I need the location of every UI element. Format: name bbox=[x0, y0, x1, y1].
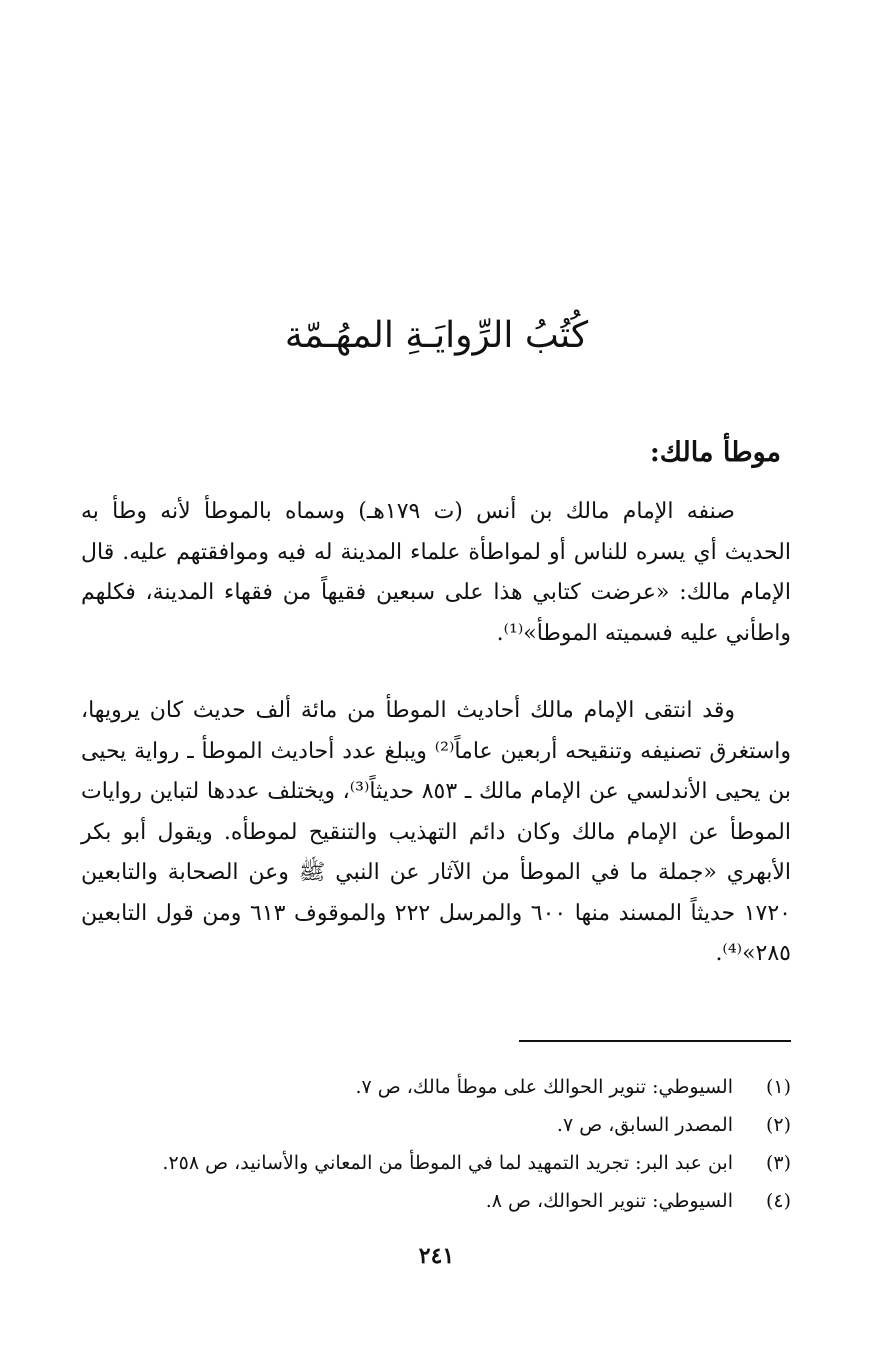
footnote-separator bbox=[519, 1040, 791, 1042]
footnote-number: (١) bbox=[765, 1076, 791, 1098]
footnote-number: (٣) bbox=[765, 1152, 791, 1174]
body-paragraph bbox=[81, 492, 791, 654]
footnote-item bbox=[81, 1068, 791, 1106]
chapter-title: كُتُبُ الرِّوايَـةِ المهُـمّة bbox=[284, 315, 589, 356]
section-heading: موطأ مالك: bbox=[649, 437, 781, 468]
footnote-text: ابن عبد البر: تجريد التمهيد لما في الموطأ من المعاني والأسانيد، ص ٢٥٨. bbox=[162, 1152, 733, 1174]
footnote-text: السيوطي: تنوير الحوالك، ص ٨. bbox=[485, 1190, 733, 1212]
footnote-text: السيوطي: تنوير الحوالك على موطأ مالك، ص ٧. bbox=[355, 1076, 733, 1098]
page-number: ٢٤١ bbox=[418, 1243, 455, 1269]
footnote-text: المصدر السابق، ص ٧. bbox=[556, 1114, 733, 1136]
footnote-item bbox=[81, 1106, 791, 1144]
paragraph-text: وقد انتقى الإمام مالك أحاديث الموطأ من مائة ألف حديث كان يرويها، واستغرق تصنيفه وتنقيحه أربعين عاماً⁽²⁾ ويبلغ عدد أحاديث الموطأ ـ رواية يحيى بن يحيى الأندلسي عن الإمام مالك ـ ٨٥٣ حديثاً⁽³⁾، ويختلف عددها لتباين روايات الموطأ عن الإمام مالك وكان دائم التهذيب والتنقيح لموطأه. ويقول أبو بكر الأبهري «جملة ما في الموطأ من الآثار عن النبي ﷺ وعن الصحابة والتابعين ١٧٢٠ حديثاً المسند منها ٦٠٠ والمرسل ٢٢٢ والموقوف ٦١٣ ومن قول التابعين ٢٨٥»⁽⁴⁾. bbox=[81, 698, 792, 966]
footnote-item bbox=[81, 1182, 791, 1220]
paragraph-text: صنفه الإمام مالك بن أنس (ت ١٧٩هـ) وسماه بالموطأ لأنه وطأ به الحديث أي يسره للناس أو لمواطأة علماء المدينة له فيه وموافقتهم عليه. قال الإمام مالك: «عرضت كتابي هذا على سبعين فقيهاً من فقهاء المدينة، فكلهم واطأني عليه فسميته الموطأ»⁽¹⁾. bbox=[81, 499, 791, 646]
footnote-number: (٢) bbox=[765, 1114, 791, 1136]
footnote-item bbox=[81, 1144, 791, 1182]
footnotes-list bbox=[81, 1068, 791, 1220]
footnote-number: (٤) bbox=[765, 1190, 791, 1212]
body-paragraph bbox=[81, 691, 791, 975]
